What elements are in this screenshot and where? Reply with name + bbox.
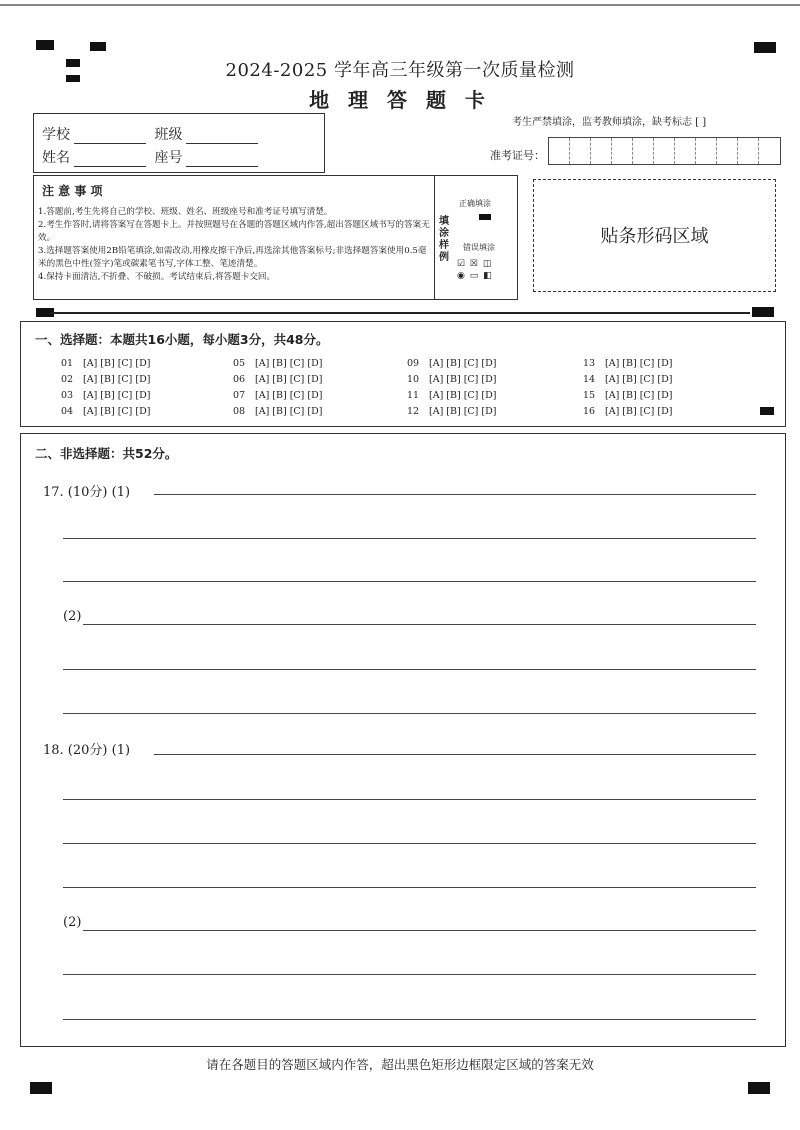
mcq-question-number: 04	[61, 406, 74, 417]
mcq-options[interactable]: [A] [B] [C] [D]	[429, 374, 497, 385]
answer-line[interactable]	[63, 974, 756, 975]
answer-line[interactable]	[83, 624, 756, 625]
mcq-question-number: 09	[407, 358, 420, 369]
mcq-question-number: 15	[583, 390, 596, 401]
exam-number-label: 准考证号：	[490, 149, 545, 162]
mcq-question[interactable]	[407, 406, 496, 417]
wrong-fill-marks	[457, 258, 493, 282]
mcq-question[interactable]	[407, 374, 496, 385]
answer-line[interactable]	[83, 930, 756, 931]
mcq-options[interactable]: [A] [B] [C] [D]	[429, 390, 497, 401]
info-row-school-class	[42, 124, 262, 144]
registration-mark	[754, 42, 776, 53]
mcq-section	[20, 321, 786, 427]
registration-mark	[748, 1082, 770, 1094]
page-title: 2024-2025 学年高三年级第一次质量检测	[225, 60, 575, 81]
mcq-question-number: 03	[61, 390, 74, 401]
top-edge	[0, 4, 800, 6]
barcode-label: 贴条形码区域	[600, 226, 709, 247]
mcq-options[interactable]: [A] [B] [C] [D]	[605, 358, 673, 369]
answer-line[interactable]	[63, 887, 756, 888]
mcq-question[interactable]	[583, 358, 672, 369]
absent-notice: 考生严禁填涂，监考教师填涂，缺考标志 [ ]	[512, 117, 707, 128]
notice-item: 2.考生作答时,请将答案写在答题卡上。并按照题号在各题的答题区域内作答,超出答题区域书写的答案无效。	[38, 220, 430, 243]
mcq-question[interactable]	[61, 374, 150, 385]
exam-number-grid[interactable]	[548, 137, 781, 165]
answer-line[interactable]	[154, 754, 756, 755]
answer-line[interactable]	[63, 843, 756, 844]
non-mcq-section	[20, 433, 786, 1047]
seat-label: 座号	[154, 150, 183, 166]
answer-line[interactable]	[63, 713, 756, 714]
mcq-options[interactable]: [A] [B] [C] [D]	[255, 358, 323, 369]
mcq-question-number: 01	[61, 358, 74, 369]
registration-mark	[752, 307, 774, 317]
separator-line	[50, 312, 750, 314]
school-field[interactable]	[74, 129, 146, 144]
mcq-options[interactable]: [A] [B] [C] [D]	[429, 358, 497, 369]
registration-mark	[90, 42, 106, 51]
barcode-area	[533, 179, 776, 292]
mcq-options[interactable]: [A] [B] [C] [D]	[83, 406, 151, 417]
mcq-question[interactable]	[233, 374, 322, 385]
mcq-question[interactable]	[61, 358, 150, 369]
student-info-box	[33, 113, 325, 173]
notice-item: 4.保持卡面清洁,不折叠、不破损。考试结束后,将答题卡交回。	[38, 272, 276, 282]
mcq-options[interactable]: [A] [B] [C] [D]	[605, 406, 673, 417]
class-label: 班级	[154, 127, 183, 143]
fill-sample-label: 填涂样例	[439, 216, 449, 263]
mcq-options[interactable]: [A] [B] [C] [D]	[83, 374, 151, 385]
mcq-question-number: 06	[233, 374, 246, 385]
answer-line[interactable]	[63, 581, 756, 582]
wrong-marks-row: ◉ ▭ ◧	[457, 271, 493, 281]
mcq-title: 一、选择题：本题共16小题，每小题3分，共48分。	[35, 332, 329, 347]
mcq-question[interactable]	[233, 358, 322, 369]
notice-title: 注 意 事 项	[42, 184, 103, 198]
notice-box	[33, 175, 435, 300]
q18-label: 18. (20分) (1)	[43, 743, 131, 758]
mcq-question[interactable]	[583, 390, 672, 401]
mcq-question-number: 12	[407, 406, 420, 417]
mcq-question-number: 02	[61, 374, 74, 385]
mcq-question[interactable]	[407, 390, 496, 401]
notice-item: 3.选择题答案使用2B铅笔填涂,如需改动,用橡皮擦干净后,再选涂其他答案标号;非选择题答案使用0.5毫米的黑色中性(签字)笔或碳素笔书写,字体工整、笔迹清楚。	[38, 246, 427, 269]
mcq-options[interactable]: [A] [B] [C] [D]	[429, 406, 497, 417]
mcq-question[interactable]	[233, 406, 322, 417]
mcq-question-number: 08	[233, 406, 246, 417]
mcq-question-number: 14	[583, 374, 596, 385]
q17-label: 17. (10分) (1)	[43, 485, 131, 500]
class-field[interactable]	[186, 129, 258, 144]
answer-line[interactable]	[63, 669, 756, 670]
mcq-options[interactable]: [A] [B] [C] [D]	[255, 374, 323, 385]
correct-fill-mark	[479, 214, 491, 220]
answer-line[interactable]	[63, 799, 756, 800]
mcq-question[interactable]	[407, 358, 496, 369]
seat-field[interactable]	[186, 152, 258, 167]
mcq-question[interactable]	[583, 406, 672, 417]
school-label: 学校	[42, 127, 70, 143]
fill-sample-box	[433, 175, 518, 300]
wrong-marks-row: ☑ ☒ ◫	[457, 259, 493, 269]
mcq-options[interactable]: [A] [B] [C] [D]	[605, 374, 673, 385]
non-mcq-title: 二、非选择题：共52分。	[35, 446, 178, 461]
mcq-question-number: 11	[407, 390, 420, 401]
q18-part2-label: (2)	[63, 915, 82, 930]
registration-mark	[30, 1082, 52, 1094]
mcq-question-number: 07	[233, 390, 246, 401]
mcq-options[interactable]: [A] [B] [C] [D]	[255, 390, 323, 401]
mcq-question-number: 05	[233, 358, 246, 369]
mcq-question-number: 16	[583, 406, 596, 417]
name-label: 姓名	[42, 150, 70, 166]
mcq-options[interactable]: [A] [B] [C] [D]	[605, 390, 673, 401]
registration-mark	[36, 40, 54, 50]
notice-item: 1.答题前,考生先将自己的学校、班级、姓名、班级座号和准考证号填写清楚。	[38, 207, 333, 217]
mcq-question[interactable]	[233, 390, 322, 401]
info-row-name-seat	[42, 147, 262, 167]
footer-note: 请在各题目的答题区域内作答，超出黑色矩形边框限定区域的答案无效	[206, 1057, 594, 1072]
answer-line[interactable]	[63, 1019, 756, 1020]
answer-line[interactable]	[154, 494, 756, 495]
q17-part2-label: (2)	[63, 609, 82, 624]
mcq-question[interactable]	[61, 390, 150, 401]
mcq-options[interactable]: [A] [B] [C] [D]	[83, 358, 151, 369]
answer-line[interactable]	[63, 538, 756, 539]
mcq-question-number: 10	[407, 374, 420, 385]
page-subtitle: 地 理 答 题 卡	[309, 88, 491, 112]
name-field[interactable]	[74, 152, 146, 167]
wrong-fill-label: 错误填涂	[463, 243, 495, 252]
mcq-question-number: 13	[583, 358, 596, 369]
mcq-options[interactable]: [A] [B] [C] [D]	[83, 390, 151, 401]
mcq-question[interactable]	[583, 374, 672, 385]
correct-fill-label: 正确填涂	[459, 199, 491, 208]
mcq-options[interactable]: [A] [B] [C] [D]	[255, 406, 323, 417]
mcq-question[interactable]	[61, 406, 150, 417]
